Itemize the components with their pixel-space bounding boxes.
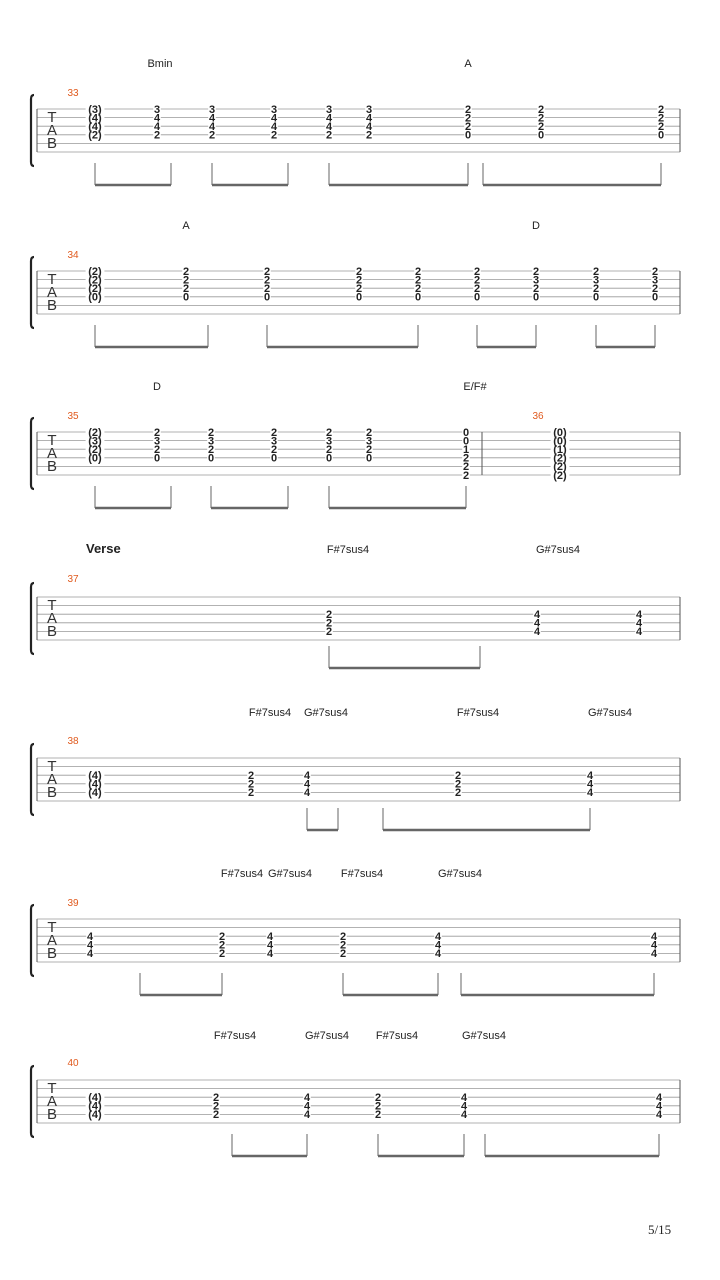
fret-number: 3 <box>270 103 278 116</box>
fret-number: 4 <box>270 112 278 125</box>
fret-number: 2 <box>207 444 215 456</box>
fret-number: (2) <box>553 461 567 474</box>
chord-name: E/F# <box>463 381 487 393</box>
fret-number: 0 <box>270 452 278 465</box>
tab-system <box>31 744 680 830</box>
tab-clef-b: B <box>46 135 58 152</box>
fret-number: 2 <box>464 121 472 133</box>
fret-number: 2 <box>651 283 659 295</box>
fret-number: 2 <box>325 617 333 630</box>
fret-number: 2 <box>212 1109 220 1122</box>
fret-number: 2 <box>657 112 665 125</box>
chord-name: F#7sus4 <box>220 868 264 880</box>
fret-number: 2 <box>454 778 462 791</box>
fret-number: 4 <box>635 626 643 639</box>
fret-number: (4) <box>88 1100 102 1113</box>
tab-clef-t: T <box>47 109 57 126</box>
chord-name: D <box>153 381 161 393</box>
fret-number: 2 <box>462 461 470 474</box>
fret-number: 2 <box>537 103 545 116</box>
fret-number: 0 <box>355 291 363 304</box>
fret-number: 3 <box>153 435 161 448</box>
fret-number: 4 <box>86 948 94 961</box>
fret-number: 2 <box>247 787 255 800</box>
fret-number: 1 <box>462 444 470 456</box>
fret-number: 4 <box>655 1100 663 1113</box>
tab-clef-a: A <box>46 445 58 462</box>
fret-number: (4) <box>88 112 102 125</box>
fret-number: 2 <box>374 1109 382 1122</box>
fret-number: 2 <box>325 626 333 639</box>
fret-number: 2 <box>355 265 363 278</box>
fret-number: 3 <box>270 435 278 448</box>
fret-number: 4 <box>325 112 333 125</box>
fret-number: 3 <box>592 274 600 287</box>
fret-number: 2 <box>153 444 161 456</box>
tab-system <box>31 95 680 185</box>
fret-number: 2 <box>454 770 462 782</box>
fret-number: 2 <box>325 129 333 142</box>
tab-system <box>31 905 680 995</box>
fret-number: 2 <box>325 426 333 439</box>
fret-number: 2 <box>212 1092 220 1104</box>
fret-number: 4 <box>303 1092 311 1104</box>
fret-number: (4) <box>88 778 102 791</box>
fret-number: 2 <box>365 129 373 142</box>
fret-number: 0 <box>462 426 470 439</box>
fret-number: 4 <box>655 1092 663 1104</box>
system-bracket <box>31 418 34 489</box>
chord-name: F#7sus4 <box>326 544 370 556</box>
tab-clef-t: T <box>47 758 57 775</box>
fret-number: 2 <box>374 1092 382 1104</box>
fret-number: 0 <box>153 452 161 465</box>
tab-clef-a: A <box>46 284 58 301</box>
tab-system <box>31 583 680 668</box>
fret-number: 0 <box>462 435 470 448</box>
tab-clef-a: A <box>46 771 58 788</box>
fret-number: 4 <box>586 787 594 800</box>
fret-number: 2 <box>182 283 190 295</box>
fret-number: (2) <box>88 426 102 439</box>
fret-number: 3 <box>365 103 373 116</box>
fret-number: (0) <box>553 435 567 448</box>
tab-clef-a: A <box>46 610 58 627</box>
measure-number: 38 <box>67 736 79 747</box>
fret-number: (4) <box>88 1109 102 1122</box>
fret-number: 2 <box>592 283 600 295</box>
fret-number: 2 <box>414 265 422 278</box>
fret-number: 4 <box>533 609 541 621</box>
fret-number: 2 <box>414 274 422 287</box>
chord-name: G#7sus4 <box>535 544 581 556</box>
chord-name: G#7sus4 <box>304 1030 350 1042</box>
fret-number: 2 <box>263 283 271 295</box>
tab-clef-b: B <box>46 297 58 314</box>
fret-number: 2 <box>462 452 470 465</box>
fret-number: 4 <box>655 1109 663 1122</box>
chord-name: F#7sus4 <box>375 1030 419 1042</box>
fret-number: 2 <box>247 770 255 782</box>
chord-name: Bmin <box>147 58 173 70</box>
tab-clef-a: A <box>46 932 58 949</box>
fret-number: 0 <box>464 129 472 142</box>
tab-clef-t: T <box>47 1080 57 1097</box>
fret-number: 2 <box>325 609 333 621</box>
fret-number: 2 <box>270 426 278 439</box>
fret-number: 4 <box>586 778 594 791</box>
fret-number: (2) <box>553 469 567 482</box>
fret-number: 2 <box>339 931 347 943</box>
tab-system <box>31 418 680 508</box>
fret-number: 2 <box>464 112 472 125</box>
chord-name: G#7sus4 <box>437 868 483 880</box>
fret-number: 0 <box>651 291 659 304</box>
tab-clef-b: B <box>46 784 58 801</box>
measure-number: 35 <box>67 411 79 422</box>
fret-number: 2 <box>212 1100 220 1113</box>
fret-number: 2 <box>657 121 665 133</box>
fret-number: 2 <box>462 469 470 482</box>
fret-number: 2 <box>218 939 226 952</box>
tab-clef-b: B <box>46 458 58 475</box>
fret-number: 3 <box>208 103 216 116</box>
tab-clef-t: T <box>47 271 57 288</box>
fret-number: 2 <box>153 426 161 439</box>
fret-number: 2 <box>208 129 216 142</box>
fret-number: 2 <box>532 283 540 295</box>
chord-name: F#7sus4 <box>248 707 292 719</box>
fret-number: 3 <box>325 435 333 448</box>
fret-number: 4 <box>586 770 594 782</box>
fret-number: 3 <box>365 435 373 448</box>
fret-number: 4 <box>153 121 161 133</box>
system-bracket <box>31 257 34 328</box>
fret-number: (3) <box>88 435 102 448</box>
chord-name: G#7sus4 <box>303 707 349 719</box>
fret-number: 4 <box>303 1100 311 1113</box>
tab-clef-t: T <box>47 432 57 449</box>
fret-number: 2 <box>651 265 659 278</box>
chord-name: A <box>464 58 472 70</box>
chord-name: G#7sus4 <box>267 868 313 880</box>
fret-number: (2) <box>88 283 102 295</box>
measure-number: 34 <box>67 250 79 261</box>
fret-number: 3 <box>651 274 659 287</box>
fret-number: 4 <box>303 1109 311 1122</box>
chord-name: F#7sus4 <box>213 1030 257 1042</box>
tab-system <box>31 1066 680 1156</box>
fret-number: 2 <box>339 939 347 952</box>
fret-number: 2 <box>473 283 481 295</box>
fret-number: 0 <box>365 452 373 465</box>
fret-number: 4 <box>434 931 442 943</box>
fret-number: 3 <box>325 103 333 116</box>
fret-number: 0 <box>182 291 190 304</box>
fret-number: 4 <box>460 1109 468 1122</box>
chord-name: F#7sus4 <box>340 868 384 880</box>
fret-number: 2 <box>464 103 472 116</box>
fret-number: 2 <box>454 787 462 800</box>
fret-number: 4 <box>266 948 274 961</box>
fret-number: 2 <box>592 265 600 278</box>
fret-number: 0 <box>473 291 481 304</box>
fret-number: (2) <box>88 129 102 142</box>
fret-number: (2) <box>88 265 102 278</box>
fret-number: 0 <box>263 291 271 304</box>
fret-number: 4 <box>434 939 442 952</box>
system-bracket <box>31 583 34 654</box>
fret-number: 2 <box>414 283 422 295</box>
fret-number: 4 <box>460 1092 468 1104</box>
measure-number: 36 <box>532 411 544 422</box>
fret-number: 2 <box>218 931 226 943</box>
fret-number: (2) <box>88 274 102 287</box>
fret-number: 2 <box>532 265 540 278</box>
tab-clef-a: A <box>46 1093 58 1110</box>
chord-name: G#7sus4 <box>587 707 633 719</box>
fret-number: 2 <box>339 948 347 961</box>
page-number: 5/15 <box>648 1222 672 1237</box>
fret-number: 4 <box>266 939 274 952</box>
fret-number: 4 <box>635 609 643 621</box>
system-bracket <box>31 744 34 815</box>
fret-number: (0) <box>88 291 102 304</box>
fret-number: 3 <box>207 435 215 448</box>
tab-clef-t: T <box>47 597 57 614</box>
fret-number: 0 <box>325 452 333 465</box>
fret-number: 2 <box>263 274 271 287</box>
fret-number: (2) <box>88 444 102 456</box>
fret-number: 4 <box>303 770 311 782</box>
system-bracket <box>31 1066 34 1137</box>
fret-number: 0 <box>414 291 422 304</box>
fret-number: 4 <box>635 617 643 630</box>
fret-number: 2 <box>218 948 226 961</box>
fret-number: 2 <box>355 283 363 295</box>
fret-number: 4 <box>460 1100 468 1113</box>
fret-number: 2 <box>247 778 255 791</box>
chord-name: G#7sus4 <box>461 1030 507 1042</box>
fret-number: 4 <box>533 617 541 630</box>
fret-number: 2 <box>473 274 481 287</box>
fret-number: 2 <box>473 265 481 278</box>
fret-number: 2 <box>153 129 161 142</box>
fret-number: 4 <box>86 931 94 943</box>
fret-number: 2 <box>374 1100 382 1113</box>
fret-number: 4 <box>325 121 333 133</box>
measure-number: 33 <box>67 88 79 99</box>
fret-number: 4 <box>266 931 274 943</box>
fret-number: (0) <box>88 452 102 465</box>
chord-name: F#7sus4 <box>456 707 500 719</box>
fret-number: 2 <box>537 121 545 133</box>
section-label-verse: Verse <box>86 541 121 556</box>
fret-number: (4) <box>88 1092 102 1104</box>
fret-number: 2 <box>657 103 665 116</box>
fret-number: 0 <box>532 291 540 304</box>
chord-name: A <box>182 220 190 232</box>
tab-clef-b: B <box>46 623 58 640</box>
measure-number: 39 <box>67 898 79 909</box>
fret-number: 4 <box>303 787 311 800</box>
fret-number: 3 <box>153 103 161 116</box>
fret-number: 3 <box>532 274 540 287</box>
fret-number: (0) <box>553 426 567 439</box>
fret-number: 4 <box>270 121 278 133</box>
fret-number: 4 <box>365 121 373 133</box>
fret-number: 2 <box>270 129 278 142</box>
fret-number: 0 <box>592 291 600 304</box>
tab-clef-b: B <box>46 945 58 962</box>
fret-number: (4) <box>88 121 102 133</box>
fret-number: 4 <box>434 948 442 961</box>
fret-number: 2 <box>325 444 333 456</box>
tab-clef-t: T <box>47 919 57 936</box>
tab-clef-b: B <box>46 1106 58 1123</box>
fret-number: 2 <box>263 265 271 278</box>
fret-number: 2 <box>182 265 190 278</box>
fret-number: 2 <box>207 426 215 439</box>
fret-number: 4 <box>303 778 311 791</box>
fret-number: 4 <box>533 626 541 639</box>
fret-number: 4 <box>86 939 94 952</box>
fret-number: 4 <box>208 121 216 133</box>
fret-number: 4 <box>650 948 658 961</box>
fret-number: 2 <box>355 274 363 287</box>
fret-number: 2 <box>182 274 190 287</box>
measure-number: 37 <box>67 574 79 585</box>
measure-number: 40 <box>67 1058 79 1069</box>
fret-number: (4) <box>88 787 102 800</box>
fret-number: (3) <box>88 103 102 116</box>
fret-number: 0 <box>537 129 545 142</box>
fret-number: 0 <box>657 129 665 142</box>
fret-number: 4 <box>650 939 658 952</box>
fret-number: (1) <box>553 444 567 456</box>
fret-number: 2 <box>270 444 278 456</box>
fret-number: 2 <box>537 112 545 125</box>
chord-name: D <box>532 220 540 232</box>
fret-number: (4) <box>88 770 102 782</box>
fret-number: 2 <box>365 444 373 456</box>
fret-number: 4 <box>650 931 658 943</box>
fret-number: 4 <box>208 112 216 125</box>
fret-number: 4 <box>153 112 161 125</box>
fret-number: 2 <box>365 426 373 439</box>
fret-number: (2) <box>553 452 567 465</box>
fret-number: 4 <box>365 112 373 125</box>
tab-clef-a: A <box>46 122 58 139</box>
system-bracket <box>31 95 34 166</box>
system-bracket <box>31 905 34 976</box>
fret-number: 0 <box>207 452 215 465</box>
